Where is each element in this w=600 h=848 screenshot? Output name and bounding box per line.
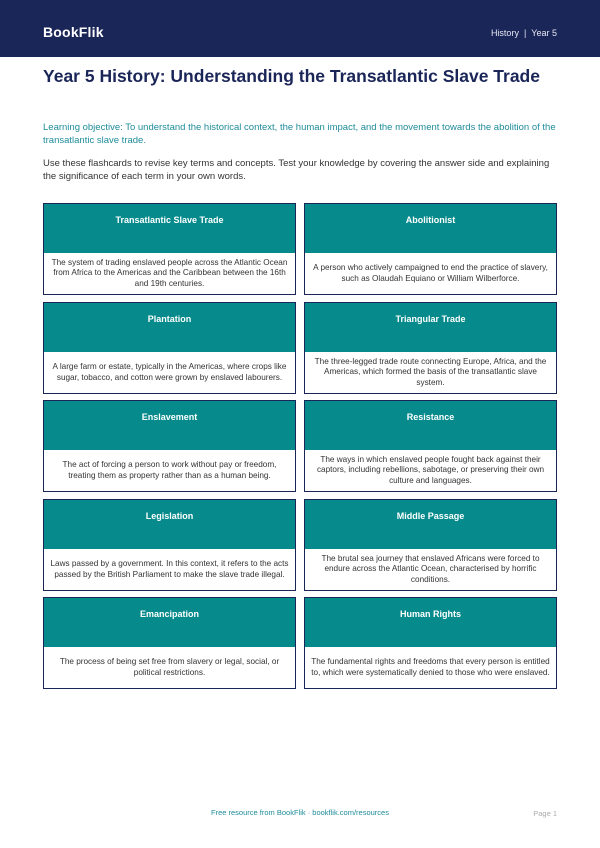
flashcard[interactable] <box>304 302 557 394</box>
flashcard-term: Middle Passage <box>396 511 465 521</box>
flashcard-definition: The three-legged trade route connecting Europe, Africa, and the Americas, which formed the basis of the transatlantic slave system. <box>314 356 547 387</box>
breadcrumb <box>491 28 557 38</box>
flashcard[interactable] <box>304 400 557 492</box>
flashcard-definition: The ways in which enslaved people fought back against their captors, including rebellions, sabotage, or preserving their own culture and languages. <box>316 454 545 485</box>
flashcard[interactable] <box>43 203 296 295</box>
flashcard[interactable] <box>304 499 557 591</box>
flashcard[interactable] <box>43 302 296 394</box>
flashcard-definition: The brutal sea journey that enslaved Africans were forced to endure across the Atlantic Ocean, characterised by horrific conditions. <box>321 553 540 584</box>
intro-text: Use these flashcards to revise key terms and concepts. Test your knowledge by covering the answer side and explaining the significance of each term in your own words. <box>43 158 550 182</box>
flashcard-term: Triangular Trade <box>395 314 466 324</box>
flashcard-definition: The process of being set free from slavery or legal, social, or political restrictions. <box>59 657 280 677</box>
flashcard-definition: Laws passed by a government. In this context, it refers to the acts passed by the British Parliament to make the slave trade illegal. <box>50 559 289 579</box>
page-title: Year 5 History: Understanding the Transatlantic Slave Trade <box>43 66 540 86</box>
flashcard-front <box>44 303 295 352</box>
breadcrumb-year: Year 5 <box>531 28 557 38</box>
flashcard-term: Enslavement <box>141 412 198 422</box>
flashcard-term: Abolitionist <box>405 215 456 225</box>
flashcard-definition: The fundamental rights and freedoms that every person is entitled to, which were systematically denied to those who were enslaved. <box>311 657 550 677</box>
breadcrumb-separator: | <box>523 28 527 38</box>
footer-credit[interactable]: Free resource from BookFlik · bookflik.com/resources <box>211 808 389 817</box>
flashcard-front <box>44 401 295 450</box>
learning-objective: Learning objective: To understand the historical context, the human impact, and the movement towards the abolition of the transatlantic slave trade. <box>43 122 556 146</box>
flashcard[interactable] <box>304 203 557 295</box>
flashcard-definition: A person who actively campaigned to end the practice of slavery, such as Olaudah Equiano or William Wilberforce. <box>313 263 548 283</box>
page-number: Page 1 <box>533 809 557 818</box>
flashcard-term: Legislation <box>145 511 194 521</box>
flashcard-front <box>305 401 556 450</box>
flashcard-definition: A large farm or estate, typically in the Americas, where crops like sugar, tobacco, and cotton were grown by enslaved labourers. <box>52 362 287 382</box>
flashcard-term: Emancipation <box>139 609 199 619</box>
flashcard[interactable] <box>43 597 296 689</box>
flashcard-front <box>305 303 556 352</box>
flashcard[interactable] <box>304 597 557 689</box>
breadcrumb-subject: History <box>490 28 519 38</box>
flashcard-front <box>44 204 295 253</box>
brand-logo[interactable]: BookFlik <box>43 24 104 40</box>
flashcard-front <box>44 500 295 549</box>
flashcard-term: Transatlantic Slave Trade <box>115 215 224 225</box>
flashcard[interactable] <box>43 499 296 591</box>
flashcard-definition: The act of forcing a person to work without pay or freedom, treating them as property rather than as a human being. <box>62 460 277 480</box>
flashcard-term: Resistance <box>406 412 455 422</box>
flashcard-front <box>305 500 556 549</box>
flashcard-front <box>44 598 295 647</box>
flashcard-term: Plantation <box>147 314 192 324</box>
flashcard[interactable] <box>43 400 296 492</box>
flashcard-term: Human Rights <box>399 609 461 619</box>
top-bar <box>0 0 600 57</box>
flashcard-definition: The system of trading enslaved people across the Atlantic Ocean from Africa to the Americas and the Caribbean between the 16th and 19th centuries. <box>51 257 288 288</box>
flashcard-front <box>305 598 556 647</box>
flashcard-front <box>305 204 556 253</box>
